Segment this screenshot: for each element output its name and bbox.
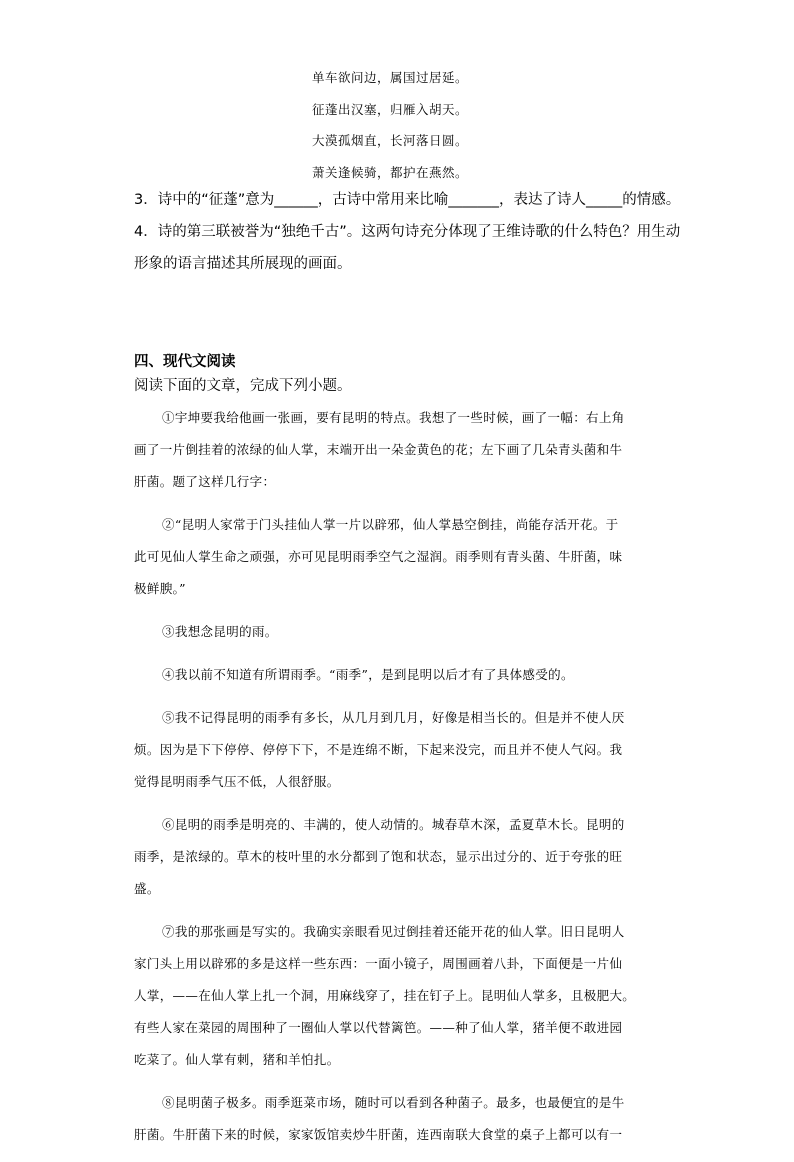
article-line: ⑤我不记得昆明的雨季有多长，从几月到几月，好像是相当长的。但是并不使人厌	[162, 710, 625, 725]
article-paragraph	[134, 1087, 664, 1151]
article-line: 盛。	[134, 881, 160, 896]
article-paragraph	[134, 402, 664, 498]
article-line: 此可见仙人掌生命之顽强，亦可见昆明雨季空气之湿润。雨季则有青头菌、牛肝菌，味	[134, 549, 623, 564]
section-instruction: 阅读下面的文章，完成下列小题。	[134, 378, 352, 394]
article-line: ⑥昆明的雨季是明亮的、丰满的，使人动情的。城春草木深，孟夏草木长。昆明的	[162, 817, 625, 832]
question-4-line: 4．诗的第三联被誉为“独绝千古”。这两句诗充分体现了王维诗歌的什么特色？用生动	[134, 224, 681, 240]
poem-line: 大漠孤烟直，长河落日圆。	[312, 133, 469, 148]
article-line: 吃菜了。仙人掌有刺，猪和羊怕扎。	[134, 1052, 340, 1067]
question-4	[134, 216, 681, 280]
question-4-line: 形象的语言描述其所展现的画面。	[134, 256, 352, 272]
poem-line: 单车欲问边，属国过居延。	[312, 70, 469, 85]
article-line: 人掌，——在仙人掌上扎一个洞，用麻线穿了，挂在钉子上。昆明仙人掌多，且极肥大。	[134, 988, 636, 1003]
article-line: ①宇坤要我给他画一张画，要有昆明的特点。我想了一些时候，画了一幅：右上角	[162, 410, 625, 425]
article-paragraph	[134, 659, 664, 691]
article-paragraph	[134, 509, 664, 605]
article-line: 极鲜腴。”	[134, 581, 186, 596]
poem	[312, 62, 612, 188]
article-line: ②“昆明人家常于门头挂仙人掌一片以辟邪，仙人掌悬空倒挂，尚能存活开花。于	[162, 517, 619, 532]
article-line: 肝菌。牛肝菌下来的时候，家家饭馆卖炒牛肝菌，连西南联大食堂的桌子上都可以有一	[134, 1127, 623, 1142]
article-line: 觉得昆明雨季气压不低，人很舒服。	[134, 774, 340, 789]
article-paragraph	[134, 616, 664, 648]
article-line: 烦。因为是下下停停、停停下下，不是连绵不断，下起来没完，而且并不使人气闷。我	[134, 742, 623, 757]
article	[134, 402, 664, 1162]
article-paragraph	[134, 916, 664, 1076]
article-paragraph	[134, 702, 664, 798]
question-3: 3．诗中的“征蓬”意为______，古诗中常用来比喻_______，表达了诗人_____的情感。	[134, 192, 681, 208]
article-line: ④我以前不知道有所谓雨季。“雨季”，是到昆明以后才有了具体感受的。	[162, 667, 574, 682]
article-line: 家门头上用以辟邪的多是这样一些东西：一面小镜子，周围画着八卦，下面便是一片仙	[134, 956, 623, 971]
article-line: ⑧昆明菌子极多。雨季逛菜市场，随时可以看到各种菌子。最多，也最便宜的是牛	[162, 1095, 625, 1110]
article-line: 画了一片倒挂着的浓绿的仙人掌，末端开出一朵金黄色的花；左下画了几朵青头菌和牛	[134, 442, 623, 457]
poem-line: 萧关逢候骑，都护在燕然。	[312, 164, 469, 180]
article-paragraph	[134, 809, 664, 905]
article-line: 肝菌。题了这样几行字：	[134, 474, 276, 489]
article-line: 有些人家在菜园的周围种了一圈仙人掌以代替篱笆。——种了仙人掌，猪羊便不敢进园	[134, 1020, 623, 1035]
article-line: 雨季，是浓绿的。草木的枝叶里的水分都到了饱和状态，显示出过分的、近于夸张的旺	[134, 849, 623, 864]
article-line: ⑦我的那张画是写实的。我确实亲眼看见过倒挂着还能开花的仙人掌。旧日昆明人	[162, 924, 625, 939]
section-title: 四、现代文阅读	[134, 354, 236, 370]
poem-line: 征蓬出汉塞，归雁入胡天。	[312, 101, 469, 117]
article-line: ③我想念昆明的雨。	[162, 624, 278, 639]
